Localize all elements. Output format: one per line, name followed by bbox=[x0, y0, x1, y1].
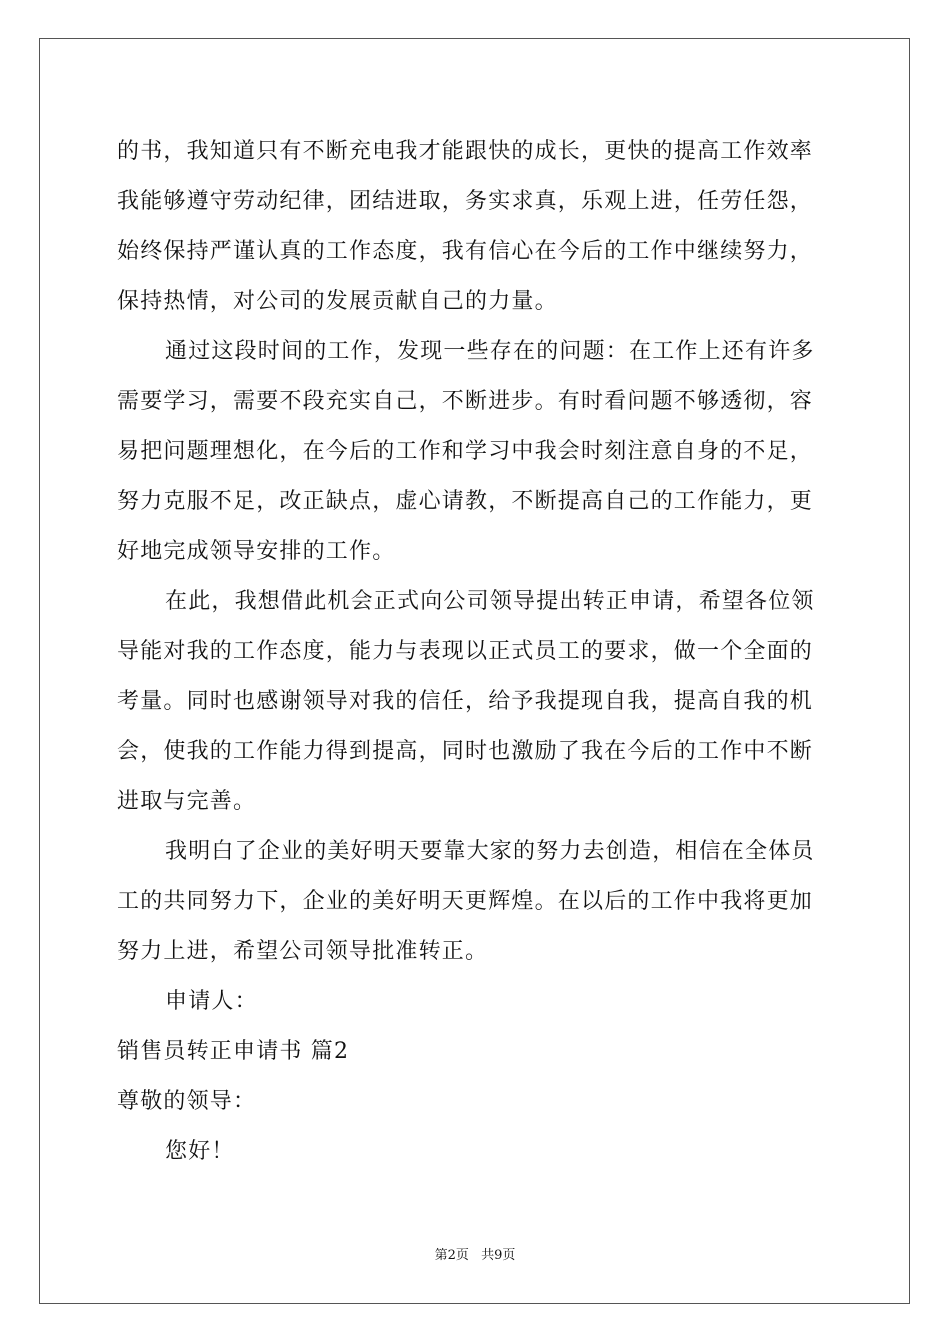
text-line: 努力克服不足，改正缺点，虚心请教，不断提高自己的工作能力，更 bbox=[117, 489, 814, 514]
text-line: 考量。同时也感谢领导对我的信任，给予我提现自我，提高自我的机 bbox=[117, 689, 814, 714]
text-line: 易把问题理想化，在今后的工作和学习中我会时刻注意自身的不足， bbox=[117, 439, 814, 464]
text-line: 我能够遵守劳动纪律，团结进取，务实求真，乐观上进，任劳任怨， bbox=[117, 189, 814, 214]
text-line: 我明白了企业的美好明天要靠大家的努力去创造，相信在全体员 bbox=[165, 839, 815, 864]
text-line: 始终保持严谨认真的工作态度，我有信心在今后的工作中继续努力， bbox=[117, 239, 814, 264]
text-line: 会，使我的工作能力得到提高，同时也激励了我在今后的工作中不断 bbox=[117, 739, 814, 764]
text-line: 申请人： bbox=[165, 989, 258, 1014]
text-line: 尊敬的领导： bbox=[117, 1089, 257, 1114]
text-line: 您好！ bbox=[165, 1139, 235, 1164]
text-line: 保持热情，对公司的发展贡献自己的力量。 bbox=[117, 289, 558, 314]
page-total: 共9页 bbox=[481, 1248, 516, 1263]
text-line: 进取与完善。 bbox=[117, 789, 257, 814]
page-number: 第2页 bbox=[434, 1248, 469, 1263]
text-line: 导能对我的工作态度，能力与表现以正式员工的要求，做一个全面的 bbox=[117, 639, 814, 664]
text-line: 销售员转正申请书 篇2 bbox=[117, 1039, 350, 1064]
text-line: 需要学习，需要不段充实自己，不断进步。有时看问题不够透彻，容 bbox=[117, 389, 814, 414]
document-body bbox=[117, 127, 833, 1177]
text-line: 通过这段时间的工作，发现一些存在的问题：在工作上还有许多 bbox=[165, 339, 815, 364]
text-line: 在此，我想借此机会正式向公司领导提出转正申请，希望各位领 bbox=[165, 589, 815, 614]
text-line: 工的共同努力下，企业的美好明天更辉煌。在以后的工作中我将更加 bbox=[117, 889, 814, 914]
text-line: 努力上进，希望公司领导批准转正。 bbox=[117, 939, 489, 964]
page-footer bbox=[0, 1244, 950, 1263]
text-line: 的书，我知道只有不断充电我才能跟快的成长，更快的提高工作效率 bbox=[117, 139, 814, 164]
text-line: 好地完成领导安排的工作。 bbox=[117, 539, 396, 564]
